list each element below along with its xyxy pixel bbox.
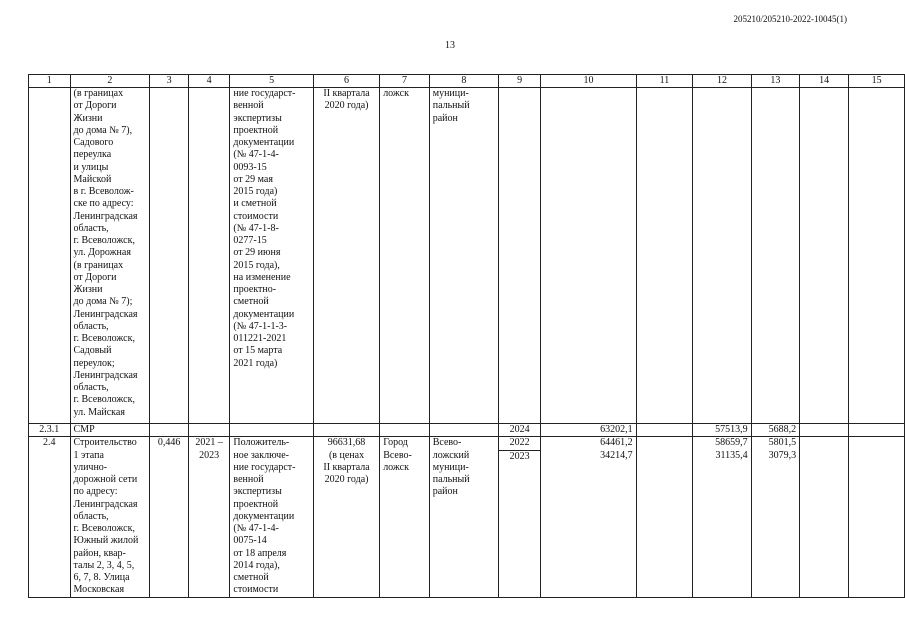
period-cell: 2021 – 2023 [188,437,230,597]
header-cell: 7 [380,75,430,88]
col12-value: 58659,7 [715,437,748,449]
data-table [28,74,905,598]
year-value: 2022 [509,437,530,449]
expertise-text: ние государст- венной экспертизы проектной документации (№ 47-1-4- 0093-15 от 29 мая 2015 года) и сметной стоимости (№ 47-1-8- 0277-15 от 29 июня 2015 года), на изменение проектно- сметной документации (№ 47-1-1-3- 011221-2021 от 15 марта 2021 года) [230,88,313,424]
year-value: 2023 [499,450,540,464]
header-cell: 10 [541,75,636,88]
object-description: Строительство 1 этапа улично- дорожной сети по адресу: Ленинградская область, г. Всеволожск, Южный жилой район, квар- талы 2, 3, 4, 5, 6, 7, 8. Улица Московская [70,437,150,597]
total-value: 34214,7 [600,450,633,462]
year-cell: 2024 [498,424,540,437]
total-value: 64461,2 [600,437,633,449]
header-cell: 14 [800,75,849,88]
header-cell: 2 [70,75,150,88]
header-cell: 15 [849,75,905,88]
header-cell: 4 [188,75,230,88]
municipality: муници- пальный район [429,88,498,424]
table-row-2-4 [29,437,905,597]
header-cell: 1 [29,75,71,88]
locality: ложск [380,88,430,424]
col13-cell: 5688,2 [751,424,800,437]
header-cell: 13 [751,75,800,88]
col12-cell [693,437,751,597]
col13-value: 5801,5 [768,437,797,449]
total-cell: 63202,1 [541,424,636,437]
col12-cell: 57513,9 [693,424,751,437]
years-cell [498,437,540,597]
table-row-continued [29,88,905,424]
row-name: СМР [70,424,150,437]
col12-value: 31135,4 [715,450,748,462]
table-row-2-3-1 [29,424,905,437]
expertise-text: Положитель- ное заключе- ние государст- венной экспертизы проектной документации (№ 47-1-4- 0075-14 от 18 апреля 2014 года), сметной стоимости [230,437,313,597]
header-cell: 9 [498,75,540,88]
price-basis: II квартала 2020 года) [313,88,379,424]
header-cell: 11 [636,75,693,88]
row-number: 2.3.1 [29,424,71,437]
object-description: (в границах от Дороги Жизни до дома № 7), Садового переулка и улицы Майской в г. Всеволож- ске по адресу: Ленинградская область, г. Всеволожск, ул. Дорожная (в границах от Дороги Жизни до дома № 7); Ленинградская область, г. Всеволожск, Садовый переулок; Ленинградская область, г. Всеволожск, ул. Майская [70,88,150,424]
header-cell: 8 [429,75,498,88]
capacity-cell: 0,446 [150,437,189,597]
col13-cell [751,437,800,597]
header-row [29,75,905,88]
estimated-cost: 96631,68 (в ценах II квартала 2020 года) [313,437,379,597]
row-number: 2.4 [29,437,71,597]
col13-value: 3079,3 [768,450,797,462]
header-cell: 6 [313,75,379,88]
total-cell [541,437,636,597]
document-id: 205210/205210-2022-10045(1) [733,14,847,24]
page-number: 13 [445,40,455,51]
header-cell: 5 [230,75,313,88]
municipality: Всево- ложский муници- пальный район [429,437,498,597]
locality: Город Всево- ложск [380,437,430,597]
header-cell: 3 [150,75,189,88]
header-cell: 12 [693,75,751,88]
